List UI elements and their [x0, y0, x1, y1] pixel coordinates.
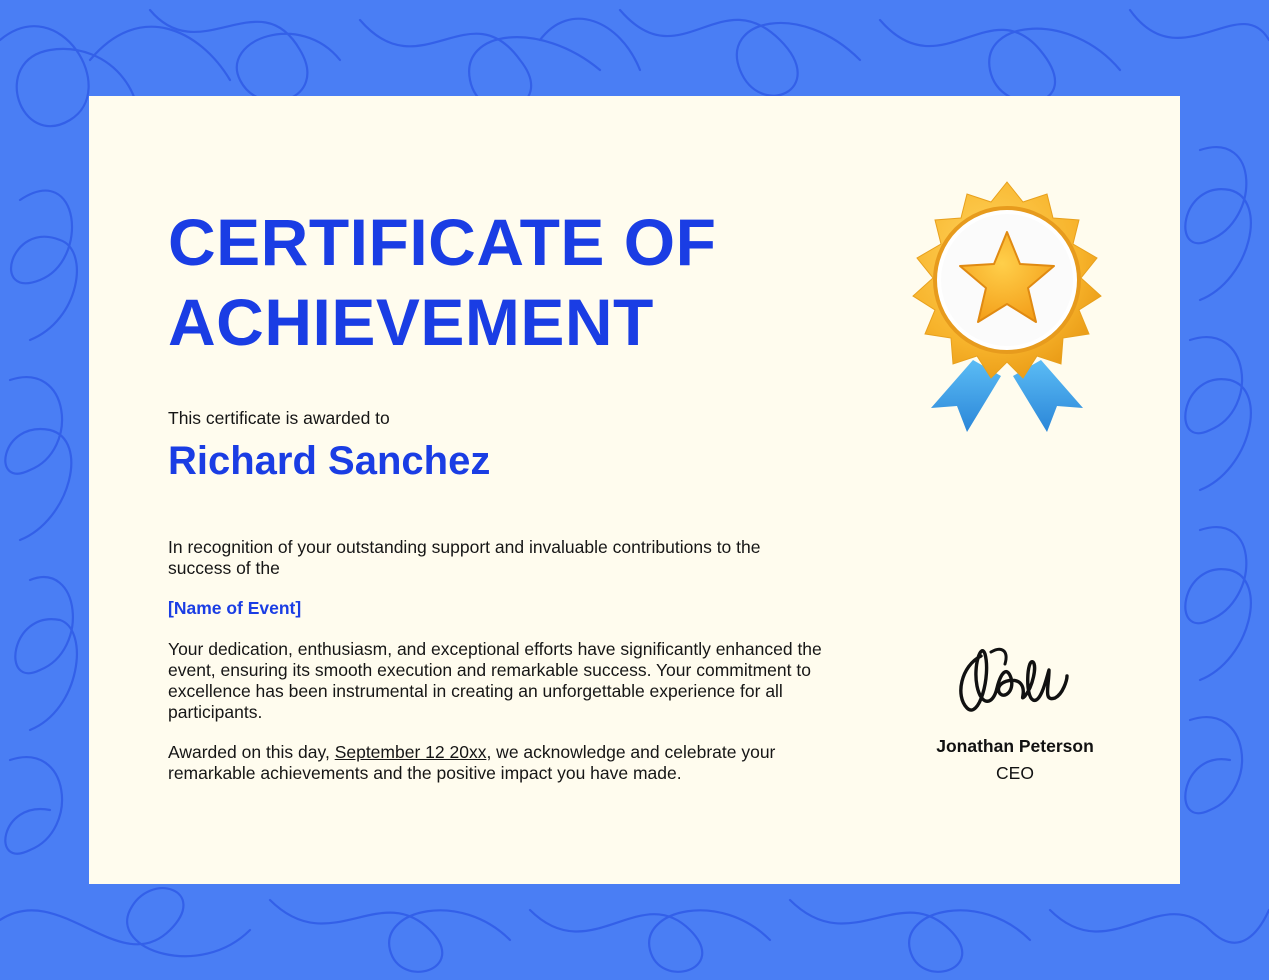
certificate-title-line-2: ACHIEVEMENT: [168, 285, 654, 359]
awarded-to-label: This certificate is awarded to: [168, 408, 390, 428]
recipient-name: Richard Sanchez: [168, 439, 491, 483]
dedication-paragraph: Your dedication, enthusiasm, and exceptional efforts have significantly enhanced the event, ensuring its smooth execution and remarkable success. Your commitment to excellence has been instrumental in creating an unforgettable experience for all participants.: [168, 639, 822, 722]
award-medal-icon: [901, 180, 1113, 442]
awarded-on-paragraph: [168, 742, 848, 784]
signature-icon: [951, 636, 1083, 726]
award-date: September 12 20xx: [334, 742, 487, 762]
signer-name: Jonathan Peterson: [936, 736, 1094, 756]
certificate-title: [168, 202, 716, 362]
awarded-on-prefix: Awarded on this day,: [168, 742, 335, 762]
certificate-card: [89, 96, 1180, 884]
awarded-on-suffix: , we acknowledge and celebrate your remarkable achievements and the positive impact you have made.: [168, 742, 776, 783]
recognition-paragraph: In recognition of your outstanding support and invaluable contributions to the success of the: [168, 537, 761, 578]
certificate-title-line-1: CERTIFICATE OF: [168, 205, 717, 279]
signer-role: CEO: [996, 763, 1034, 783]
event-name-placeholder: [Name of Event]: [168, 598, 302, 618]
